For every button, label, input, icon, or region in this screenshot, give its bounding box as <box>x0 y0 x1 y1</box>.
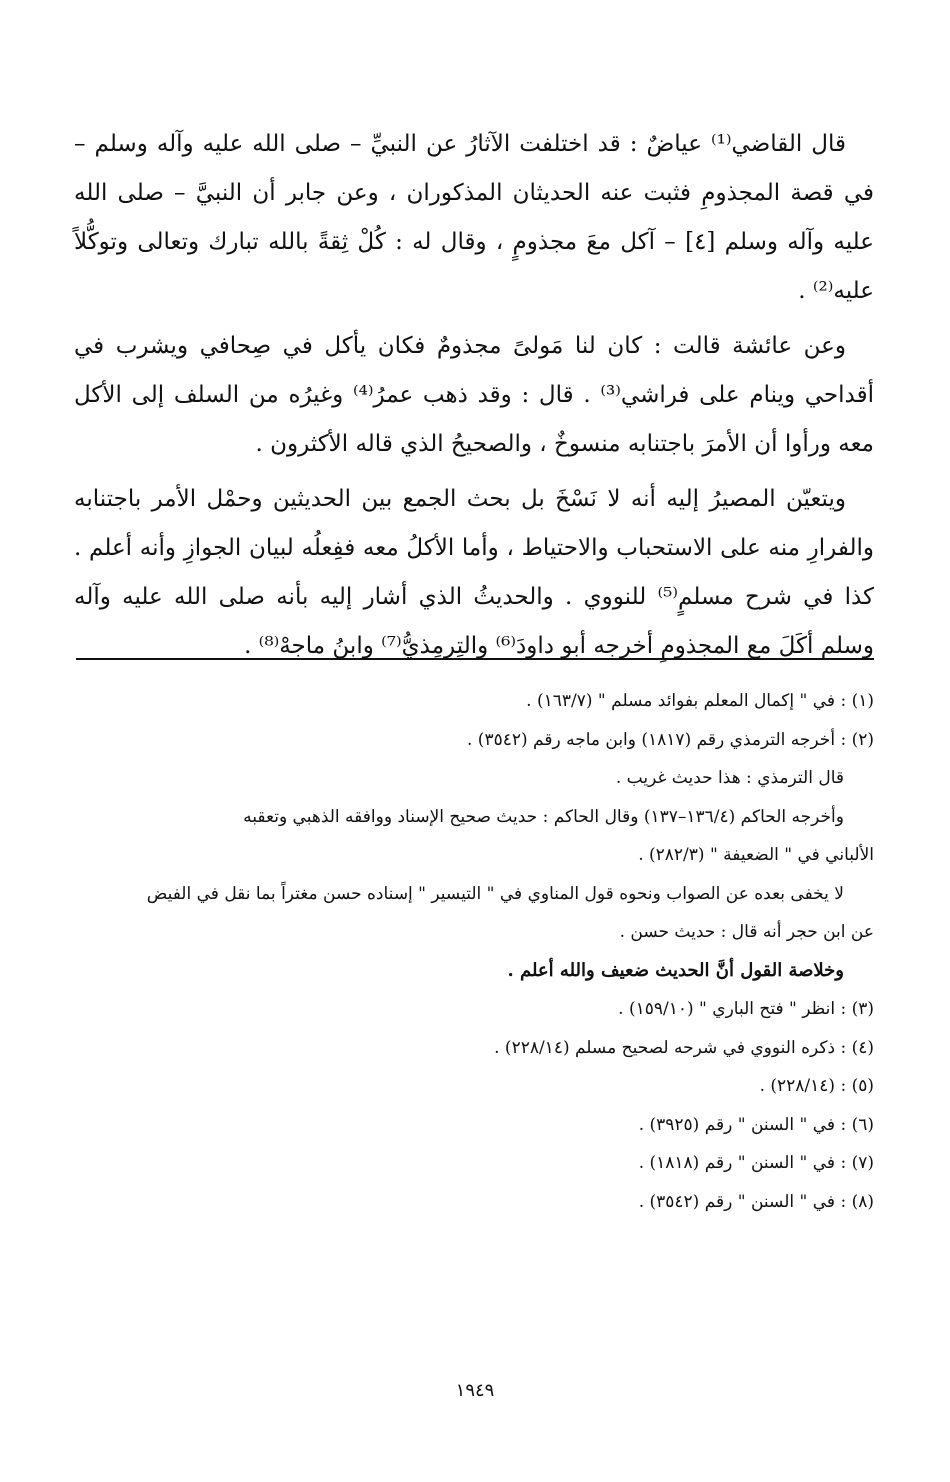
paragraph-1: قال القاضي⁽¹⁾ عياضٌ : قد اختلفت الآثارُ عن النبيِّ – صلى الله عليه وآله وسلم – في قصة المجذومِ فثبت عنه الحديثان المذكوران ، وعن جابر أن النبيَّ – صلى الله عليه وآله وسلم [٤] – آكل معَ مجذومٍ ، وقال له : كُلْ ثِقةً بالله تبارك وتعالى وتوكُّلاً عليه⁽²⁾ . <box>74 131 874 304</box>
footnote-2-tirmidhi-note: قال الترمذي : هذا حديث غريب . <box>615 768 844 788</box>
footnote-1: (١) : في " إكمال المعلم بفوائد مسلم " (١٦٣/٧) . <box>526 691 874 711</box>
footnote-2-conclusion: وخلاصة القول أنَّ الحديث ضعيف والله أعلم . <box>507 959 844 981</box>
footnotes <box>74 682 874 1221</box>
page-number: ١٩٤٩ <box>455 1380 495 1401</box>
paragraph-3: ويتعيّن المصيرُ إليه أنه لا نَسْخَ بل بحث الجمع بين الحديثين وحمْل الأمر باجتنابه والفرارِ منه على الاستحباب والاحتياط ، وأما الأكلُ معه ففِعلُه لبيان الجوازِ وأنه أعلم . كذا في شرح مسلمٍ⁽⁵⁾ للنووي . والحديثُ الذي أشار إليه بأنه صلى الله عليه وآله وسلم أكَلَ مع المجذومِ أخرجه أبو داودَ⁽⁶⁾ والتِرمِذيُّ⁽⁷⁾ وابنُ ماجهْ⁽⁸⁾ . <box>74 486 874 659</box>
footnote-2: (٢) : أخرجه الترمذي رقم (١٨١٧) وابن ماجه رقم (٣٥٤٢) . <box>467 729 874 750</box>
footnote-8: (٨) : في " السنن " رقم (٣٥٤٢) . <box>638 1191 874 1212</box>
footnote-2-munawi-line-2: عن ابن حجر أنه قال : حديث حسن . <box>619 922 874 942</box>
footnote-7: (٧) : في " السنن " رقم (١٨١٨) . <box>638 1153 874 1173</box>
footnote-5: (٥) : (٢٢٨/١٤) . <box>759 1076 874 1096</box>
footnote-4: (٤) : ذكره النووي في شرحه لصحيح مسلم (٢٢٨/١٤) . <box>494 1037 874 1058</box>
footnote-separator <box>76 658 874 660</box>
main-text <box>74 120 874 677</box>
footnote-2-hakim-line-1: وأخرجه الحاكم (١٣٦/٤–١٣٧) وقال الحاكم : حديث صحيح الإسناد ووافقه الذهبي وتعقبه <box>243 806 844 827</box>
footnote-6: (٦) : في " السنن " رقم (٣٩٢٥) . <box>638 1114 874 1135</box>
footnote-3: (٣) : انظر " فتح الباري " (١٥٩/١٠) . <box>618 999 874 1019</box>
footnote-2-munawi-line-1: لا يخفى بعده عن الصواب ونحوه قول المناوي في " التيسير " إسناده حسن مغتراً بما نقل في الفيض <box>146 883 844 904</box>
footnote-2-hakim-line-2: الألباني في " الضعيفة " (٢٨٢/٣) . <box>638 845 874 865</box>
paragraph-2: وعن عائشة قالت : كان لنا مَولىً مجذومٌ فكان يأكل في صِحافي ويشرب في أقداحي وينام على فراشي⁽³⁾ . قال : وقد ذهب عمرُ⁽⁴⁾ وغيرُه من السلف إلى الأكل معه ورأوا أن الأمرَ باجتنابه منسوخٌ ، والصحيحُ الذي قاله الأكثرون . <box>74 333 874 457</box>
